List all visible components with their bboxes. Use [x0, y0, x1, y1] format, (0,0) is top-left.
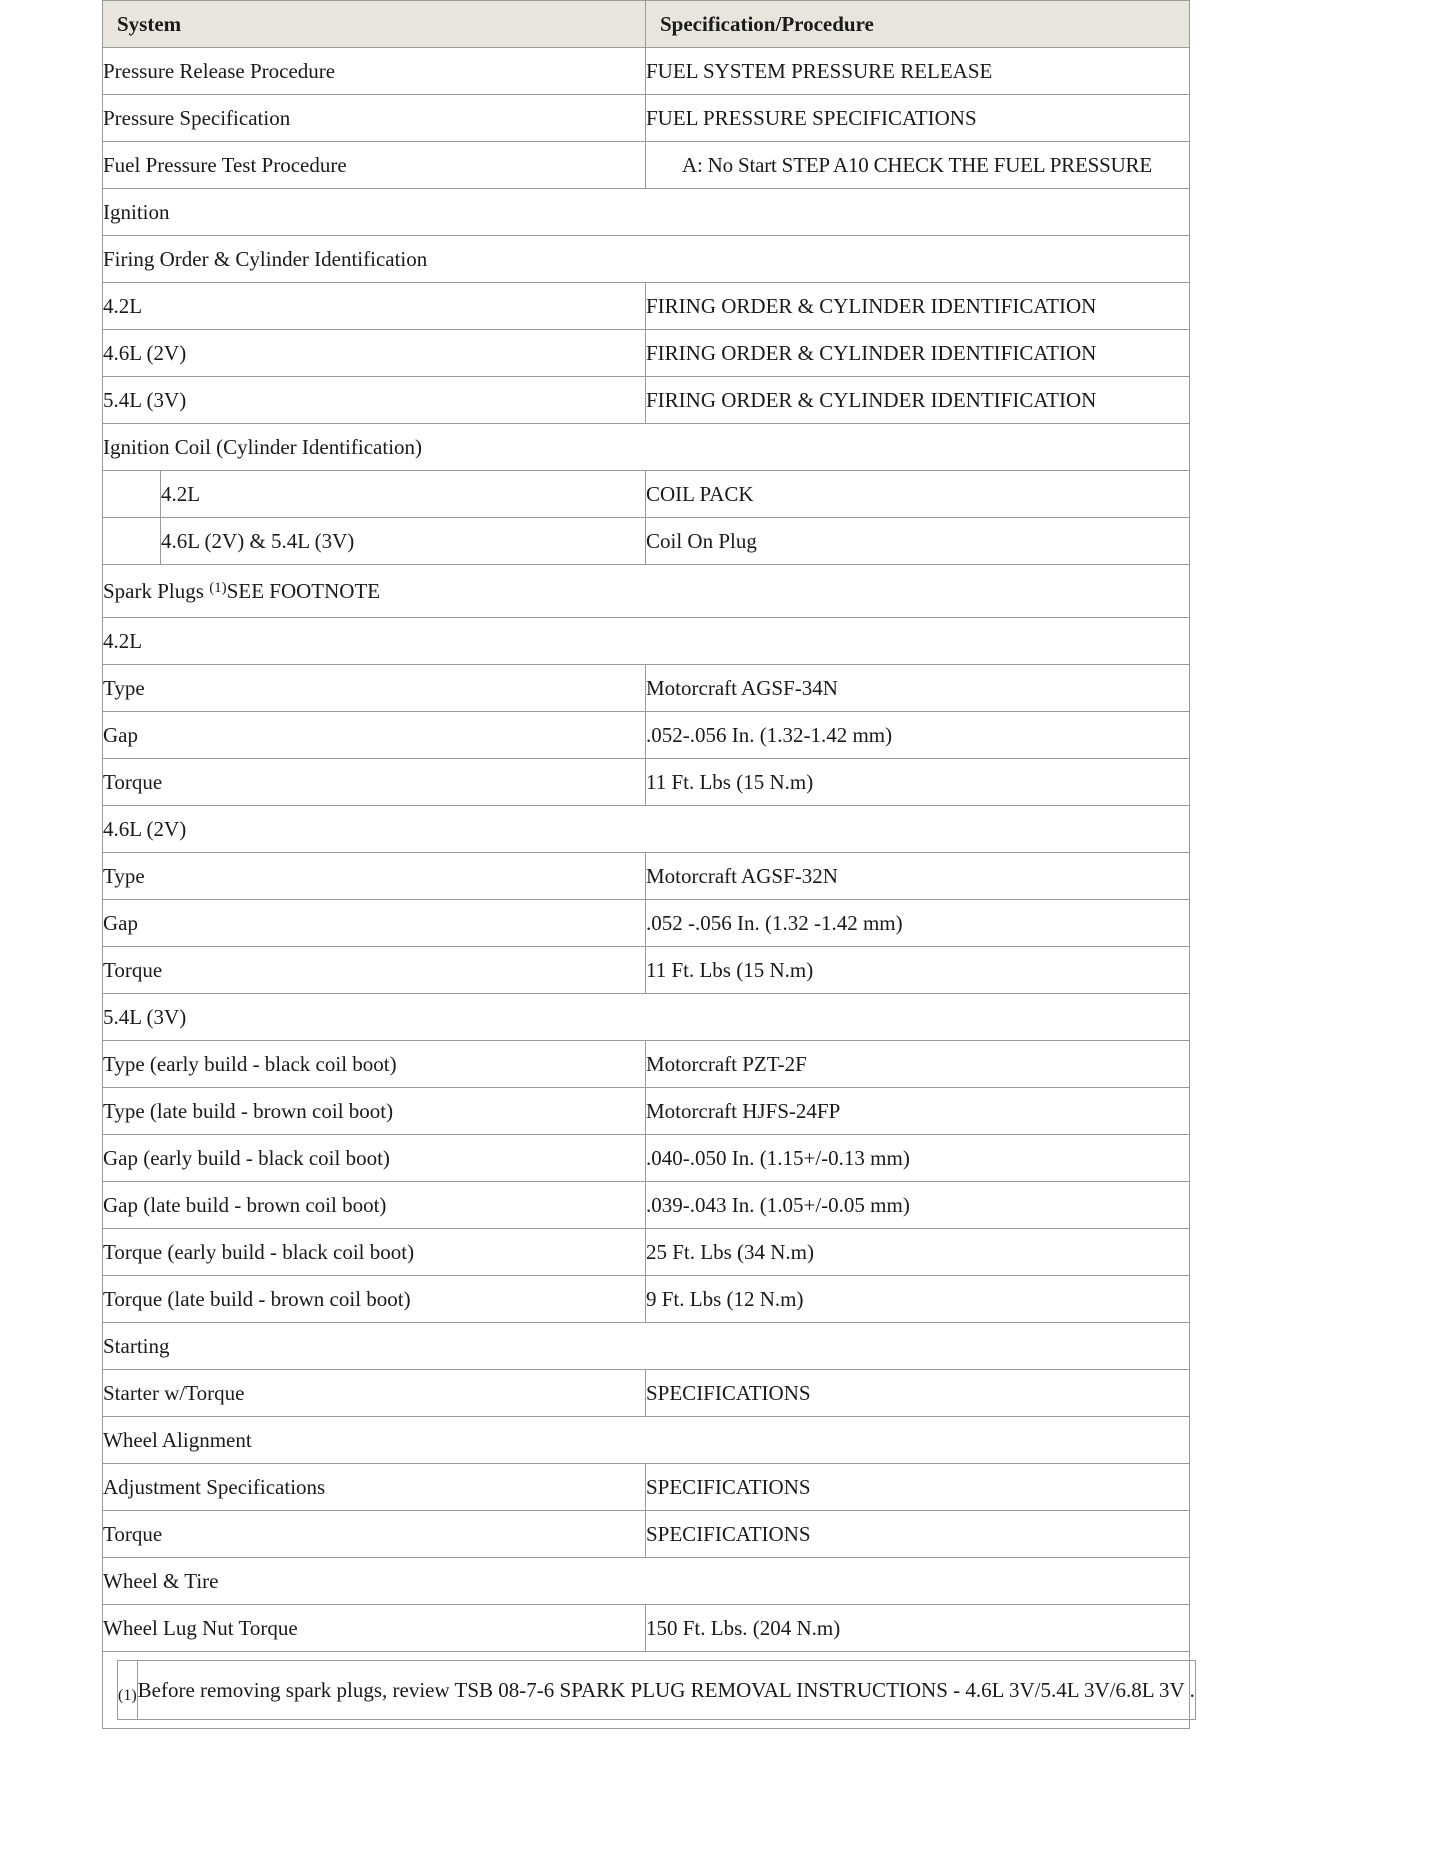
footnote-row — [103, 1652, 1190, 1729]
row-value-link[interactable]: FIRING ORDER & CYLINDER IDENTIFICATION — [646, 283, 1190, 330]
row-label: 4.6L (2V) — [103, 330, 646, 377]
row-label: Gap (early build - black coil boot) — [103, 1135, 646, 1182]
footnote-mark: (1) — [118, 1661, 138, 1720]
section-label: Wheel Alignment — [103, 1417, 1190, 1464]
section-label: Wheel & Tire — [103, 1558, 1190, 1605]
table-row — [103, 471, 1190, 518]
row-value-link[interactable]: A: No Start STEP A10 CHECK THE FUEL PRESSURE — [646, 142, 1190, 189]
table-header-row — [103, 1, 1190, 48]
table-row — [103, 1088, 1190, 1135]
section-label: Starting — [103, 1323, 1190, 1370]
table-row — [103, 947, 1190, 994]
table-row — [103, 518, 1190, 565]
indent-stub — [103, 471, 161, 517]
row-label: Adjustment Specifications — [103, 1464, 646, 1511]
section-row — [103, 189, 1190, 236]
row-label: 4.2L — [103, 283, 646, 330]
header-specification: Specification/Procedure — [646, 1, 1190, 48]
row-value-link[interactable]: FIRING ORDER & CYLINDER IDENTIFICATION — [646, 330, 1190, 377]
row-value-link[interactable]: FUEL PRESSURE SPECIFICATIONS — [646, 95, 1190, 142]
footnote-text: Before removing spark plugs, review TSB 08-7-6 SPARK PLUG REMOVAL INSTRUCTIONS - 4.6L 3V/5.4L 3V/6.8L 3V . — [137, 1661, 1195, 1720]
table-row — [103, 712, 1190, 759]
subsection-label: 4.2L — [103, 618, 1190, 665]
indent-stub — [103, 518, 161, 564]
table-row — [103, 330, 1190, 377]
spec-table — [102, 0, 1195, 1729]
row-label: Gap — [103, 900, 646, 947]
subsection-label: Firing Order & Cylinder Identification — [103, 236, 1190, 283]
section-row — [103, 1558, 1190, 1605]
row-value: 11 Ft. Lbs (15 N.m) — [646, 759, 1190, 806]
table-row — [103, 283, 1190, 330]
row-value-link[interactable]: SPECIFICATIONS — [646, 1370, 1190, 1417]
table-row — [103, 142, 1190, 189]
table-row — [103, 95, 1190, 142]
table-row — [103, 1135, 1190, 1182]
row-label: Type (early build - black coil boot) — [103, 1041, 646, 1088]
row-label: Torque — [103, 947, 646, 994]
section-row — [103, 1417, 1190, 1464]
row-value: Motorcraft AGSF-34N — [646, 665, 1190, 712]
subsection-row — [103, 236, 1190, 283]
row-value: Motorcraft PZT-2F — [646, 1041, 1190, 1088]
row-value-link[interactable]: SPECIFICATIONS — [646, 1511, 1190, 1558]
table-row — [103, 1464, 1190, 1511]
nested-row — [103, 518, 645, 564]
row-value: .040-.050 In. (1.15+/-0.13 mm) — [646, 1135, 1190, 1182]
row-label: Fuel Pressure Test Procedure — [103, 142, 646, 189]
table-row — [103, 48, 1190, 95]
row-label: Torque — [103, 1511, 646, 1558]
section-row — [103, 565, 1190, 618]
row-value-link[interactable]: FUEL SYSTEM PRESSURE RELEASE — [646, 48, 1190, 95]
footnote-ref[interactable]: (1) — [209, 579, 227, 596]
table-row — [103, 377, 1190, 424]
header-system: System — [103, 1, 646, 48]
row-value: Motorcraft HJFS-24FP — [646, 1088, 1190, 1135]
subsection-row — [103, 424, 1190, 471]
table-row — [103, 1605, 1190, 1652]
subsection-row — [103, 806, 1190, 853]
row-value: 11 Ft. Lbs (15 N.m) — [646, 947, 1190, 994]
section-label: Ignition — [103, 189, 1190, 236]
table-row — [103, 853, 1190, 900]
row-label: Torque — [103, 759, 646, 806]
row-value-link[interactable]: Coil On Plug — [646, 518, 1190, 565]
row-value: 9 Ft. Lbs (12 N.m) — [646, 1276, 1190, 1323]
footnote-link[interactable]: SEE FOOTNOTE — [226, 578, 381, 603]
row-label: Type (late build - brown coil boot) — [103, 1088, 646, 1135]
row-value: .052-.056 In. (1.32-1.42 mm) — [646, 712, 1190, 759]
subsection-row — [103, 618, 1190, 665]
row-value-link[interactable]: FIRING ORDER & CYLINDER IDENTIFICATION — [646, 377, 1190, 424]
row-value: Motorcraft AGSF-32N — [646, 853, 1190, 900]
row-label: Gap (late build - brown coil boot) — [103, 1182, 646, 1229]
subsection-label: 5.4L (3V) — [103, 994, 1190, 1041]
row-value-link[interactable]: SPECIFICATIONS — [646, 1464, 1190, 1511]
row-value: .039-.043 In. (1.05+/-0.05 mm) — [646, 1182, 1190, 1229]
table-row — [103, 759, 1190, 806]
table-row — [103, 665, 1190, 712]
subsection-label: 4.6L (2V) — [103, 806, 1190, 853]
nested-row — [103, 471, 645, 517]
row-label: Starter w/Torque — [103, 1370, 646, 1417]
row-label: Pressure Release Procedure — [103, 48, 646, 95]
table-row — [103, 900, 1190, 947]
section-row — [103, 1323, 1190, 1370]
row-label: 5.4L (3V) — [103, 377, 646, 424]
spark-plugs-label: Spark Plugs — [103, 578, 210, 603]
row-label: Torque (early build - black coil boot) — [103, 1229, 646, 1276]
row-value: 25 Ft. Lbs (34 N.m) — [646, 1229, 1190, 1276]
row-label: Torque (late build - brown coil boot) — [103, 1276, 646, 1323]
footnote-box — [117, 1660, 1196, 1720]
table-row — [103, 1229, 1190, 1276]
row-value: 150 Ft. Lbs. (204 N.m) — [646, 1605, 1190, 1652]
row-label: Wheel Lug Nut Torque — [103, 1605, 646, 1652]
row-label: Pressure Specification — [103, 95, 646, 142]
row-label: Type — [103, 665, 646, 712]
table-row — [103, 1370, 1190, 1417]
table-row — [103, 1041, 1190, 1088]
table-row — [103, 1511, 1190, 1558]
subsection-row — [103, 994, 1190, 1041]
row-value: .052 -.056 In. (1.32 -1.42 mm) — [646, 900, 1190, 947]
row-label: 4.6L (2V) & 5.4L (3V) — [161, 528, 355, 553]
table-row — [103, 1276, 1190, 1323]
subsection-label: Ignition Coil (Cylinder Identification) — [103, 424, 1190, 471]
table-row — [103, 1182, 1190, 1229]
row-label: Type — [103, 853, 646, 900]
row-label: Gap — [103, 712, 646, 759]
row-label: 4.2L — [161, 481, 201, 506]
row-value-link[interactable]: COIL PACK — [646, 471, 1190, 518]
section-label — [103, 565, 1190, 618]
